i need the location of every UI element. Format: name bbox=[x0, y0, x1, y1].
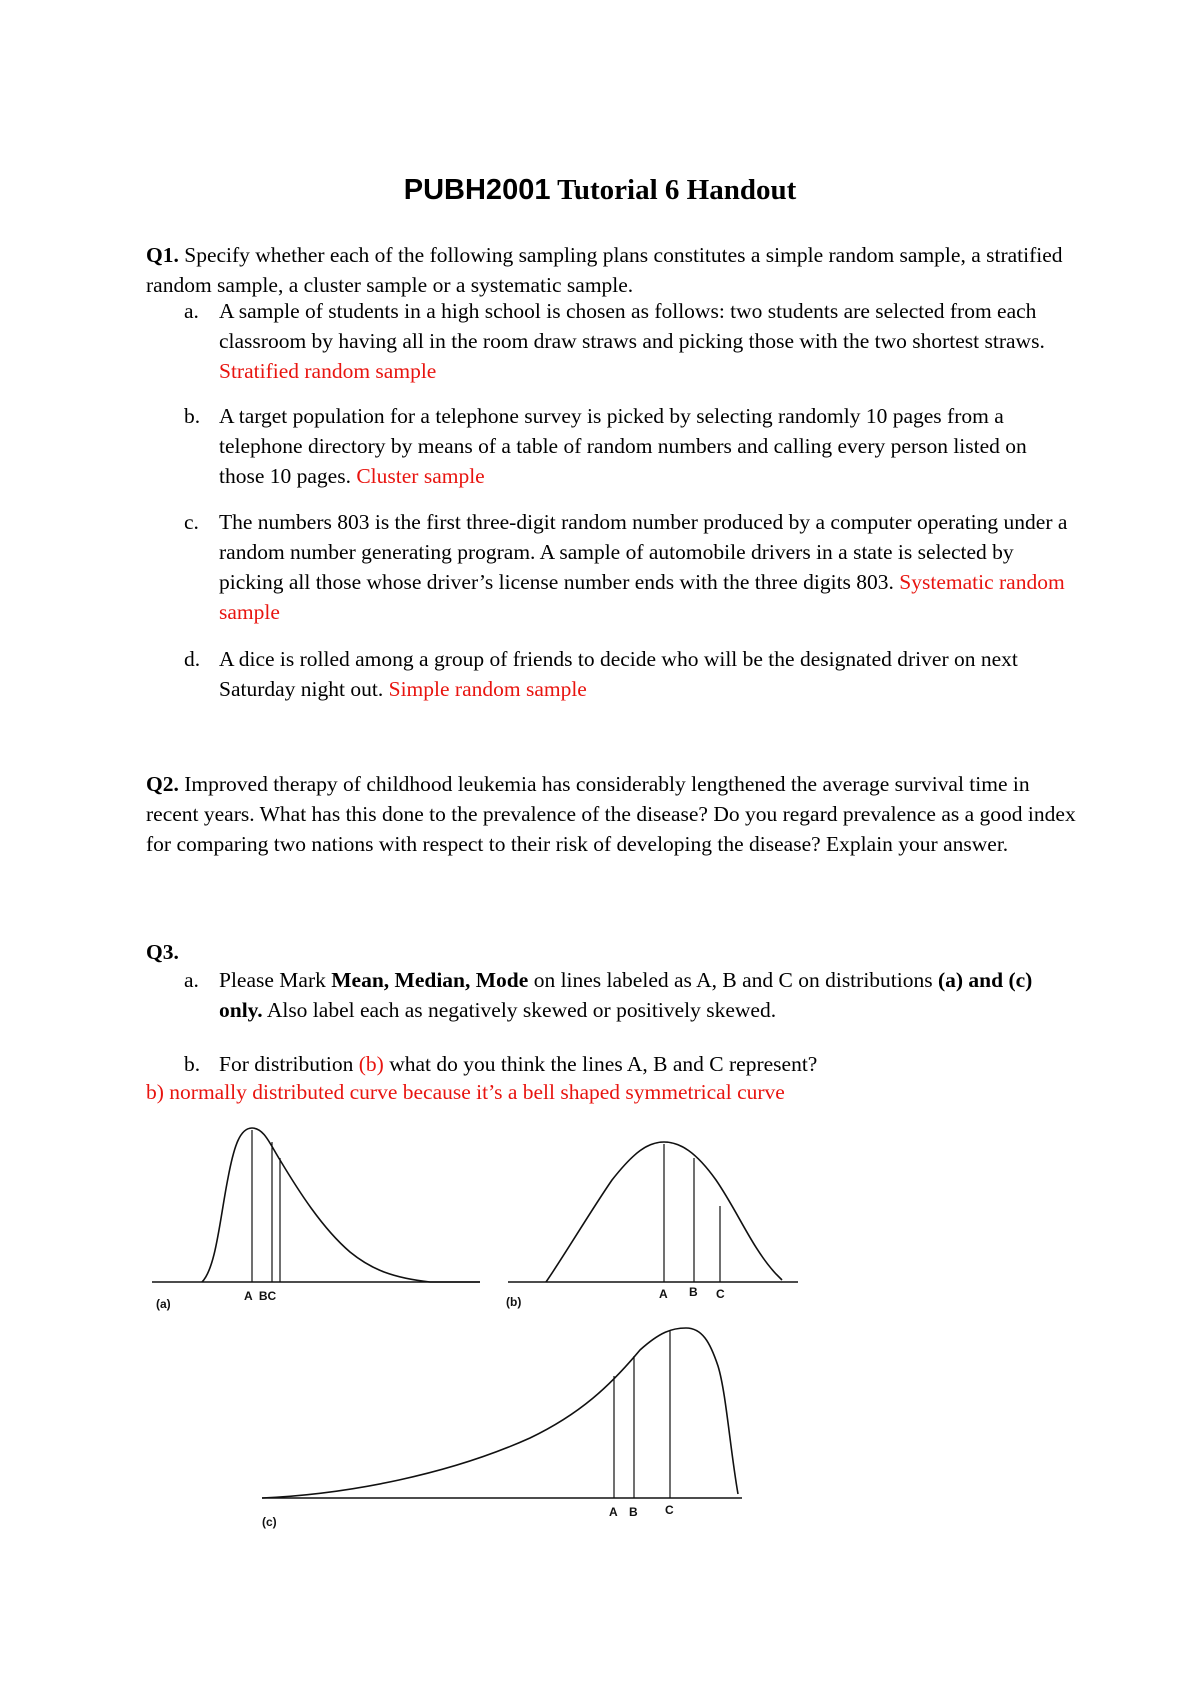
q3a-post: Also label each as negatively skewed or positively skewed. bbox=[262, 998, 777, 1022]
caption-c: (c) bbox=[262, 1515, 277, 1529]
q1-item-a bbox=[146, 296, 1076, 386]
page-title bbox=[0, 172, 1200, 208]
q2-text: Improved therapy of childhood leukemia has considerably lengthened the average survival time in recent years. What has this done to the prevalence of the disease? Do you regard prevalence as a good index for comparing two nations with respect to their risk of developing the disease? Explain your answer. bbox=[146, 772, 1076, 856]
item-marker: a. bbox=[184, 299, 199, 323]
course-code: PUBH2001 bbox=[403, 174, 551, 206]
q1-text: Specify whether each of the following sampling plans constitutes a simple random sample, a stratified random sample, a cluster sample or a systematic sample. bbox=[146, 243, 1063, 297]
q1-items-c bbox=[146, 507, 1076, 627]
item-marker: a. bbox=[184, 968, 199, 992]
q1-prompt bbox=[146, 240, 1076, 300]
label-c-C: C bbox=[665, 1503, 674, 1517]
q3a-mid: on lines labeled as A, B and C on distributions bbox=[528, 968, 938, 992]
item-text: The numbers 803 is the first three-digit random number produced by a computer operating under a random number generating program. A sample of automobile drivers in a state is selected by picking all those whose driver’s license number ends with the three digits 803. bbox=[219, 510, 1068, 594]
q3b-pre: For distribution bbox=[219, 1052, 359, 1076]
q3-label: Q3. bbox=[146, 940, 179, 964]
item-text: A target population for a telephone survey is picked by selecting randomly 10 pages from a telephone directory by means of a table of random numbers and calling every person listed on those 10 pages. bbox=[219, 404, 1027, 488]
item-marker: b. bbox=[184, 1052, 201, 1076]
q2-prompt bbox=[146, 769, 1076, 859]
item-marker: d. bbox=[184, 647, 201, 671]
distribution-figure bbox=[150, 1118, 810, 1538]
title-text: Tutorial 6 Handout bbox=[550, 174, 797, 206]
q3-item-a bbox=[146, 965, 1076, 1025]
q3a-bold1: Mean, Median, Mode bbox=[331, 968, 529, 992]
item-text: A sample of students in a high school is chosen as follows: two students are selected from each classroom by having all in the room draw straws and picking those with the two shortest straws. bbox=[219, 299, 1045, 353]
labels-a: A BC bbox=[244, 1289, 277, 1303]
item-marker: c. bbox=[184, 510, 199, 534]
q3a-bold2: (a) and (c) only. bbox=[219, 968, 1033, 1022]
label-b-B: B bbox=[689, 1285, 698, 1299]
q3-label-block bbox=[146, 937, 1076, 967]
caption-a: (a) bbox=[156, 1297, 171, 1311]
item-answer: Systematic random sample bbox=[219, 570, 1065, 624]
q1-label: Q1. bbox=[146, 243, 179, 267]
item-answer: Stratified random sample bbox=[219, 359, 437, 383]
q1-item-c bbox=[146, 507, 1076, 627]
q3-item-a-wrap bbox=[146, 965, 1076, 1025]
q1-item-d bbox=[146, 644, 1076, 704]
q1-item-b bbox=[146, 401, 1076, 491]
q3a-pre: Please Mark bbox=[219, 968, 332, 992]
q1-items-b bbox=[146, 401, 1076, 491]
item-marker: b. bbox=[184, 404, 201, 428]
q3b-post: what do you think the lines A, B and C represent? bbox=[383, 1052, 818, 1076]
q1-items-d bbox=[146, 644, 1076, 704]
q3-answer: b) normally distributed curve because it’s a bell shaped symmetrical curve bbox=[146, 1080, 785, 1104]
q3-item-b-wrap bbox=[146, 1049, 1076, 1079]
q2-label: Q2. bbox=[146, 772, 179, 796]
caption-b: (b) bbox=[506, 1295, 522, 1309]
item-text: A dice is rolled among a group of friends to decide who will be the designated driver on next Saturday night out. bbox=[219, 647, 1018, 701]
label-b-C: C bbox=[716, 1287, 725, 1301]
curve-c bbox=[262, 1328, 738, 1498]
q3-item-b bbox=[146, 1049, 1076, 1079]
item-answer: Cluster sample bbox=[356, 464, 485, 488]
label-c-B: B bbox=[629, 1505, 638, 1519]
label-b-A: A bbox=[659, 1287, 668, 1301]
q1-items bbox=[146, 296, 1076, 386]
curve-a bbox=[202, 1128, 480, 1282]
label-c-A: A bbox=[609, 1505, 618, 1519]
q3b-highlight: (b) bbox=[358, 1052, 384, 1076]
item-answer: Simple random sample bbox=[388, 677, 587, 701]
